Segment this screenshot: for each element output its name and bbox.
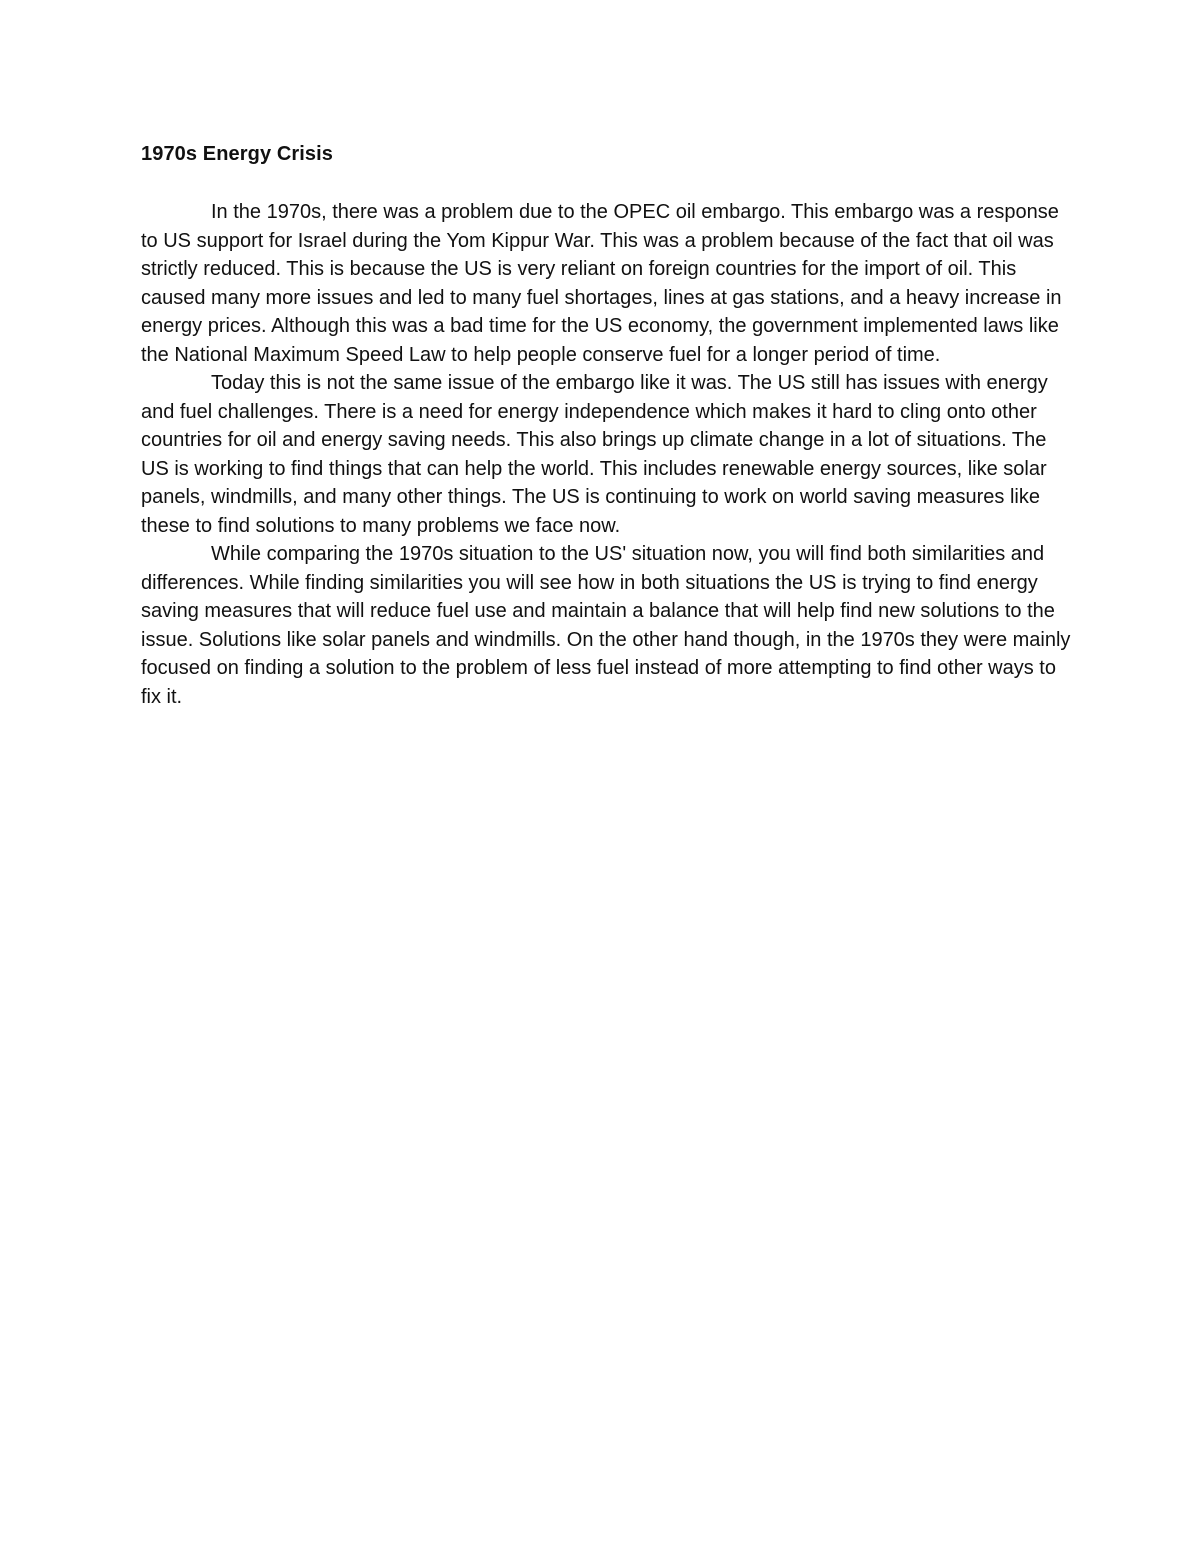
document-title: 1970s Energy Crisis	[141, 143, 334, 165]
paragraph-2: Today this is not the same issue of the embargo like it was. The US still has issues with energy and fuel challenges. There is a need for energy independence which makes it hard to cling onto other countries for oil and energy saving needs. This also brings up climate change in a lot of situations. The US is working to find things that can help the world. This includes renewable energy sources, like solar panels, windmills, and many other things. The US is continuing to work on world saving measures like these to find solutions to many problems we face now.	[141, 372, 1048, 537]
paragraph-3: While comparing the 1970s situation to the US' situation now, you will find both similarities and differences. While finding similarities you will see how in both situations the US is trying to find energy saving measures that will reduce fuel use and maintain a balance that will help find new solutions to the issue. Solutions like solar panels and windmills. On the other hand though, in the 1970s they were mainly focused on finding a solution to the problem of less fuel instead of more attempting to find other ways to fix it.	[141, 543, 1071, 708]
document-body	[141, 198, 1071, 711]
paragraph-1: In the 1970s, there was a problem due to the OPEC oil embargo. This embargo was a response to US support for Israel during the Yom Kippur War. This was a problem because of the fact that oil was strictly reduced. This is because the US is very reliant on foreign countries for the import of oil. This caused many more issues and led to many fuel shortages, lines at gas stations, and a heavy increase in energy prices. Although this was a bad time for the US economy, the government implemented laws like the National Maximum Speed Law to help people conserve fuel for a longer period of time.	[141, 201, 1062, 366]
